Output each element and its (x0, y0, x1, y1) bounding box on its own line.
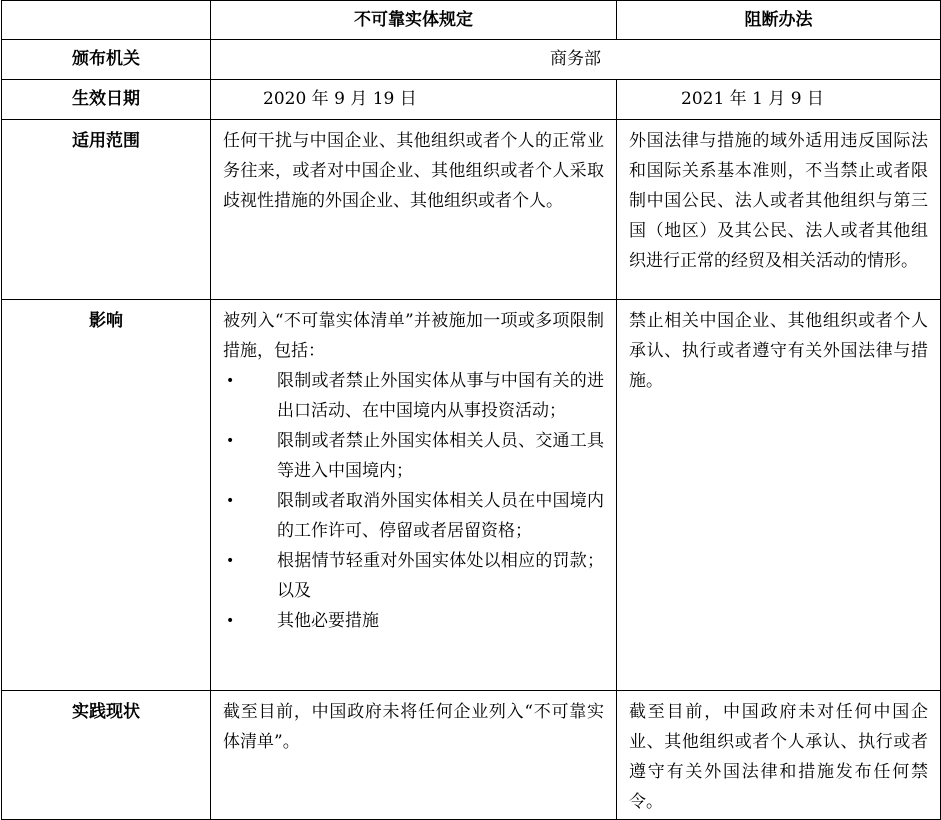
header-row (2, 1, 941, 40)
bullet-text: 其他必要措施 (277, 611, 379, 631)
impact-bullet-list (223, 366, 604, 636)
header-blank (2, 1, 211, 40)
list-item (223, 426, 604, 486)
header-unreliable-entity: 不可靠实体规定 (211, 1, 617, 40)
header-blocking-rules: 阻断办法 (617, 1, 941, 40)
bullet-icon: • (226, 553, 235, 569)
bullet-icon: • (226, 493, 235, 509)
bullet-text: 限制或者取消外国实体相关人员在中国境内的工作许可、停留或者居留资格； (277, 491, 604, 541)
bullet-icon: • (226, 613, 235, 629)
list-item (223, 366, 604, 426)
scope-row (2, 120, 941, 300)
effective-date-col1: 2020 年 9 月 19 日 (211, 80, 617, 120)
impact-intro: 被列入“不可靠实体清单”并被施加一项或多项限制措施，包括： (223, 311, 604, 361)
list-item (223, 606, 604, 636)
issuer-value: 商务部 (211, 40, 941, 80)
scope-col1: 任何干扰与中国企业、其他组织或者个人的正常业务往来，或者对中国企业、其他组织或者个人采取歧视性措施的外国企业、其他组织或者个人。 (211, 120, 617, 300)
issuer-row (2, 40, 941, 80)
impact-row (2, 300, 941, 691)
list-item (223, 486, 604, 546)
bullet-text: 限制或者禁止外国实体相关人员、交通工具等进入中国境内； (277, 431, 604, 481)
impact-label: 影响 (2, 300, 211, 691)
practice-label: 实践现状 (2, 691, 211, 820)
practice-col2: 截至目前，中国政府未对任何中国企业、其他组织或者个人承认、执行或者遵守有关外国法律和措施发布任何禁令。 (617, 691, 941, 820)
scope-col2: 外国法律与措施的域外适用违反国际法和国际关系基本准则，不当禁止或者限制中国公民、法人或者其他组织与第三国（地区）及其公民、法人或者其他组织进行正常的经贸及相关活动的情形。 (617, 120, 941, 300)
impact-col1 (211, 300, 617, 691)
effective-date-row (2, 80, 941, 120)
practice-col1: 截至目前，中国政府未将任何企业列入“不可靠实体清单”。 (211, 691, 617, 820)
bullet-icon: • (226, 433, 235, 449)
scope-label: 适用范围 (2, 120, 211, 300)
comparison-table (1, 0, 941, 820)
practice-row (2, 691, 941, 820)
impact-col2: 禁止相关中国企业、其他组织或者个人承认、执行或者遵守有关外国法律与措施。 (617, 300, 941, 691)
bullet-text: 根据情节轻重对外国实体处以相应的罚款；以及 (277, 551, 604, 601)
bullet-text: 限制或者禁止外国实体从事与中国有关的进出口活动、在中国境内从事投资活动； (277, 371, 604, 421)
issuer-label: 颁布机关 (2, 40, 211, 80)
effective-date-label: 生效日期 (2, 80, 211, 120)
list-item (223, 546, 604, 606)
effective-date-col2: 2021 年 1 月 9 日 (617, 80, 941, 120)
bullet-icon: • (226, 373, 235, 389)
